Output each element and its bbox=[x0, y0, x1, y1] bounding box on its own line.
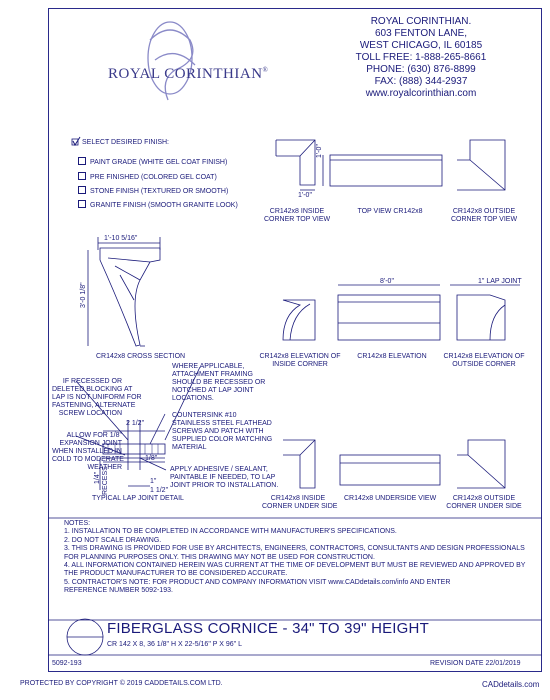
underside-view-drawing bbox=[340, 455, 440, 485]
label-lap-joint-detail: TYPICAL LAP JOINT DETAIL bbox=[92, 495, 184, 502]
inside-corner-top-view bbox=[276, 140, 315, 190]
logo-text: ROYAL CORINTHIAN bbox=[108, 66, 263, 82]
elevation-inside-corner bbox=[283, 300, 315, 340]
label-recess: RECESS bbox=[102, 466, 109, 495]
top-view-drawing bbox=[323, 155, 442, 186]
dim-1-half: 1 1/2" bbox=[150, 487, 169, 494]
inside-corner-underside bbox=[283, 440, 315, 488]
label-line: CR142x8 OUTSIDE bbox=[452, 495, 516, 502]
label-line: OUTSIDE CORNER bbox=[452, 361, 516, 368]
elevation-outside-corner bbox=[457, 295, 505, 340]
label-top-view: TOP VIEW CR142x8 bbox=[357, 208, 423, 215]
outside-corner-underside bbox=[457, 440, 505, 488]
outside-corner-top-view bbox=[457, 140, 505, 190]
dim-1-4: 1/4" bbox=[94, 471, 101, 484]
finish-checkbox[interactable] bbox=[78, 200, 86, 208]
company-fax: FAX: (888) 344-2937 bbox=[374, 76, 468, 87]
note-line: COLD TO MODERATE bbox=[52, 456, 124, 463]
company-address-line2: WEST CHICAGO, IL 60185 bbox=[359, 40, 483, 51]
label-inside-corner-top bbox=[264, 208, 330, 224]
company-phone: PHONE: (630) 876-8899 bbox=[366, 64, 476, 75]
dim-8ft: 8'-0" bbox=[380, 278, 394, 285]
note-line: ALLOW FOR 1/8" bbox=[66, 432, 122, 439]
lap-note-expansion bbox=[52, 432, 122, 472]
finish-option-label: STONE FINISH (TEXTURED OR SMOOTH) bbox=[90, 188, 229, 195]
finish-option-prefinished[interactable] bbox=[78, 172, 217, 182]
note-line: DELETED BLOCKING AT bbox=[52, 386, 133, 393]
label-line: CR142x8 INSIDE bbox=[269, 208, 325, 215]
lap-note-adhesive bbox=[170, 466, 278, 490]
finish-option-label: GRANITE FINISH (SMOOTH GRANITE LOOK) bbox=[90, 202, 238, 209]
note-line: WEATHER bbox=[87, 464, 122, 471]
note-line: WHEN INSTALLED IN bbox=[52, 448, 122, 455]
note-line: SCREW LOCATION bbox=[58, 410, 122, 417]
note-line: SCREWS AND PATCH WITH bbox=[172, 428, 264, 435]
label-line: CR142x8 INSIDE bbox=[270, 495, 326, 502]
note-line: EXPANSION JOINT bbox=[59, 440, 122, 447]
note-3-cont: FOR PLANNING PURPOSES ONLY. THIS DRAWING MAY NOT BE USED FOR CONSTRUCTION. bbox=[64, 553, 375, 561]
company-website[interactable]: www.royalcorinthian.com bbox=[365, 88, 477, 99]
note-line: APPLY ADHESIVE / SEALANT, bbox=[170, 466, 268, 473]
label-elev-outside bbox=[440, 353, 528, 369]
note-3: 3. THIS DRAWING IS PROVIDED FOR USE BY ARCHITECTS, ENGINEERS, CONTRACTORS, CONSULTANTS AND DESIGN PROFESSIONALS bbox=[64, 545, 525, 553]
finish-option-paint[interactable] bbox=[78, 157, 227, 167]
label-under-inside bbox=[262, 495, 338, 511]
label-line: CORNER TOP VIEW bbox=[264, 216, 331, 223]
elevation-drawing bbox=[338, 285, 520, 340]
note-4: 4. ALL INFORMATION CONTAINED HEREIN WAS CURRENT AT THE TIME OF DEVELOPMENT BUT MUST BE REVIEWED AND APPROVED BY bbox=[64, 562, 526, 570]
note-line: ATTACHMENT FRAMING bbox=[172, 371, 253, 378]
dim-1-8: 1/8" bbox=[145, 455, 158, 462]
company-header bbox=[318, 16, 524, 100]
note-4-cont: THE PRODUCT MANUFACTURER TO BE CONSIDERED ACCURATE. bbox=[64, 570, 288, 578]
logo-wordmark bbox=[108, 66, 268, 83]
dim-1ft-top: 1'-0" bbox=[316, 144, 323, 158]
note-line: LAP IS NOT UNIFORM FOR bbox=[52, 394, 142, 401]
note-line: SHOULD BE RECESSED OR bbox=[172, 379, 266, 386]
notes-block bbox=[64, 520, 525, 596]
logo-emblem bbox=[148, 22, 195, 100]
label-outside-corner-top bbox=[448, 208, 520, 224]
note-1: 1. INSTALLATION TO BE COMPLETED IN ACCORDANCE WITH MANUFACTURER'S SPECIFICATIONS. bbox=[64, 528, 397, 536]
label-lap-joint: 1" LAP JOINT bbox=[478, 278, 522, 285]
note-line: FASTENING, ALTERNATE bbox=[52, 402, 136, 409]
finish-checkbox[interactable] bbox=[78, 172, 86, 180]
note-line: IF RECESSED OR bbox=[62, 378, 122, 385]
reference-number: 5092-193 bbox=[52, 660, 82, 667]
caddetails-brand[interactable]: CADdetails.com bbox=[482, 680, 540, 689]
label-under-outside bbox=[446, 495, 522, 511]
company-name: ROYAL CORINTHIAN. bbox=[370, 16, 472, 27]
label-elev-inside bbox=[258, 353, 342, 369]
drawing-title: FIBERGLASS CORNICE - 34" TO 39" HEIGHT bbox=[107, 620, 429, 637]
revision-date: REVISION DATE 22/01/2019 bbox=[430, 660, 521, 667]
note-line: PAINTABLE IF NEEDED, TO LAP bbox=[170, 474, 276, 481]
finish-option-stone[interactable] bbox=[78, 186, 228, 196]
company-tollfree: TOLL FREE: 1-888-265-8661 bbox=[355, 52, 487, 63]
note-5-cont: REFERENCE NUMBER 5092-193. bbox=[64, 587, 173, 595]
dim-1-inch: 1" bbox=[150, 478, 157, 485]
note-2: 2. DO NOT SCALE DRAWING. bbox=[64, 536, 162, 544]
drawing-subtitle: CR 142 X 8, 36 1/8" H X 22-5/16" P X 96" L bbox=[107, 641, 242, 648]
label-underside-view: CR142x8 UNDERSIDE VIEW bbox=[344, 495, 437, 502]
label-line: CORNER UNDER SIDE bbox=[262, 503, 338, 510]
note-line: JOINT PRIOR TO INSTALLATION. bbox=[170, 482, 279, 489]
cross-section-drawing bbox=[88, 237, 160, 346]
label-line: CR142x8 ELEVATION OF bbox=[443, 353, 525, 360]
dim-cross-height: 3'-0 1/8" bbox=[80, 282, 87, 308]
label-line: CORNER TOP VIEW bbox=[450, 216, 518, 223]
note-line: SUPPLIED COLOR MATCHING bbox=[172, 436, 273, 443]
label-line: CORNER UNDER SIDE bbox=[446, 503, 522, 510]
lap-note-framing bbox=[172, 363, 265, 403]
company-address-line1: 603 FENTON LANE, bbox=[374, 28, 468, 39]
finish-option-label: PAINT GRADE (WHITE GEL COAT FINISH) bbox=[90, 159, 228, 166]
note-line: NOTCHED AT LAP JOINT bbox=[172, 387, 254, 394]
note-5: 5. CONTRACTOR'S NOTE: FOR PRODUCT AND COMPANY INFORMATION VISIT www.CADdetails.com/info AND ENTER bbox=[64, 578, 451, 586]
finish-checkbox-graphics bbox=[72, 137, 80, 145]
label-line: CR142x8 ELEVATION OF bbox=[259, 353, 341, 360]
label-line: CR142x8 OUTSIDE bbox=[452, 208, 516, 215]
dim-1ft-inside: 1'-0" bbox=[298, 192, 312, 199]
finish-heading: SELECT DESIRED FINISH: bbox=[82, 139, 170, 146]
lap-note-countersink bbox=[172, 412, 272, 452]
dim-cross-width: 1'-10 5/16" bbox=[104, 235, 138, 242]
finish-option-granite[interactable] bbox=[78, 200, 238, 210]
copyright: PROTECTED BY COPYRIGHT © 2019 CADDETAILS.COM LTD. bbox=[20, 680, 223, 687]
note-line: STAINLESS STEEL FLATHEAD bbox=[172, 420, 272, 427]
label-elevation: CR142x8 ELEVATION bbox=[357, 353, 427, 360]
note-line: LOCATIONS. bbox=[172, 395, 214, 402]
note-line: MATERIAL bbox=[172, 444, 207, 451]
finish-option-label: PRE FINISHED (COLORED GEL COAT) bbox=[90, 174, 217, 181]
finish-checkbox[interactable] bbox=[78, 186, 86, 194]
notes-heading: NOTES: bbox=[64, 520, 91, 527]
dim-2-half: 2 1/2" bbox=[126, 420, 145, 427]
lap-note-recessed bbox=[52, 378, 142, 418]
note-line: COUNTERSINK #10 bbox=[172, 412, 237, 419]
finish-checkbox[interactable] bbox=[78, 157, 86, 165]
label-cross-section: CR142x8 CROSS SECTION bbox=[96, 353, 186, 360]
note-line: WHERE APPLICABLE, bbox=[172, 363, 245, 370]
label-line: INSIDE CORNER bbox=[272, 361, 328, 368]
registered-mark: ® bbox=[262, 66, 269, 74]
